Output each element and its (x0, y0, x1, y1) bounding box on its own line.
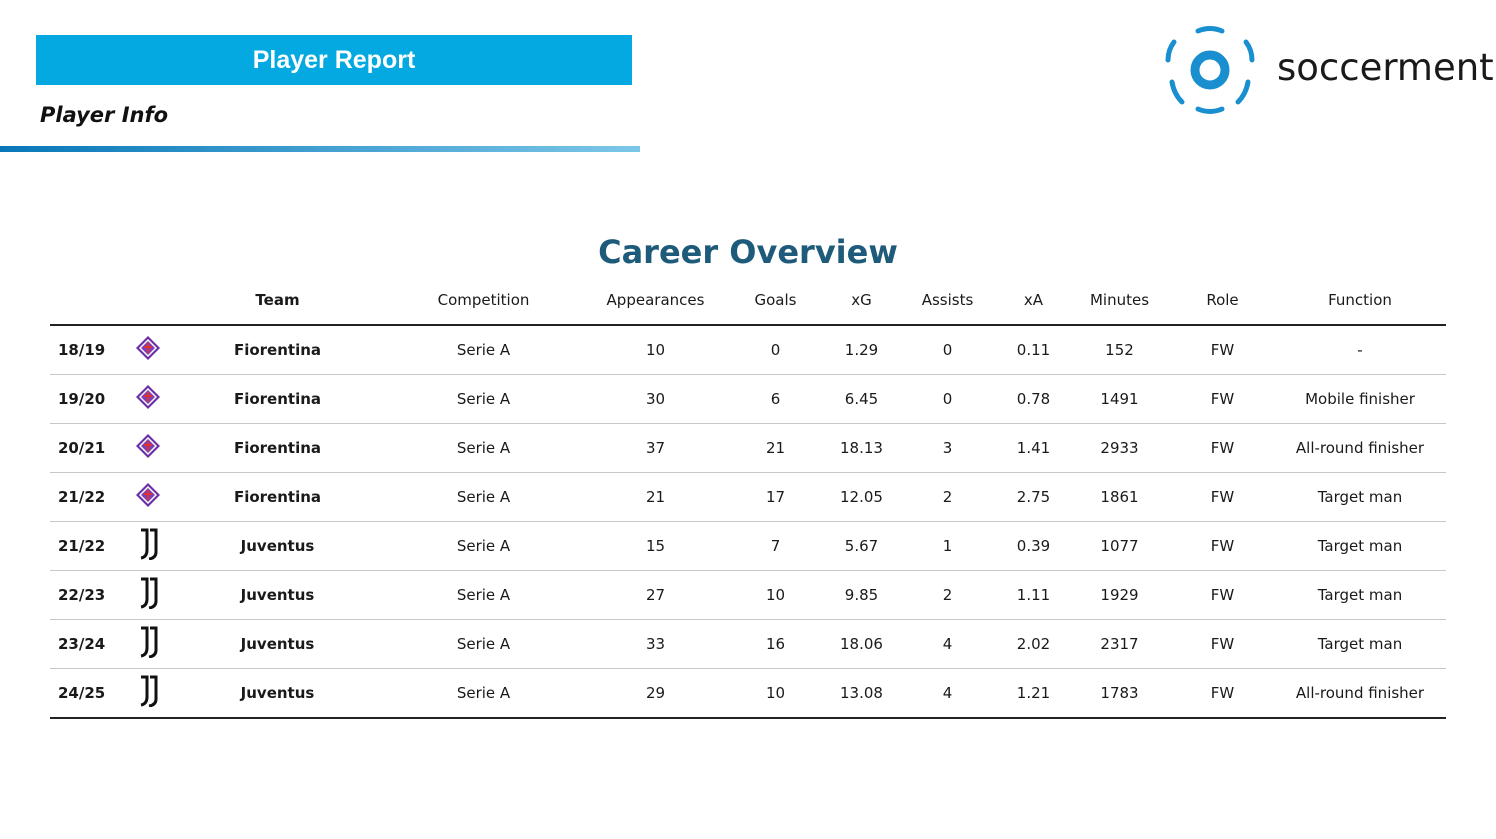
header-competition: Competition (380, 276, 587, 325)
team-crest-cell (120, 571, 175, 620)
juventus-crest-icon (137, 626, 159, 662)
cell-assists: 4 (896, 620, 999, 669)
cell-appearances: 33 (587, 620, 724, 669)
cell-xg: 12.05 (827, 473, 896, 522)
cell-competition: Serie A (380, 522, 587, 571)
cell-team: Juventus (175, 620, 380, 669)
cell-xg: 13.08 (827, 669, 896, 719)
cell-goals: 10 (724, 571, 827, 620)
cell-role: FW (1171, 424, 1274, 473)
fiorentina-crest-icon (135, 335, 161, 365)
table-row (50, 620, 1446, 669)
cell-function: Target man (1274, 522, 1446, 571)
cell-season: 18/19 (50, 325, 120, 375)
table-row (50, 325, 1446, 375)
cell-minutes: 2933 (1068, 424, 1171, 473)
cell-team: Fiorentina (175, 375, 380, 424)
cell-role: FW (1171, 522, 1274, 571)
cell-minutes: 1491 (1068, 375, 1171, 424)
header-xg: xG (827, 276, 896, 325)
table-row (50, 571, 1446, 620)
cell-xa: 0.11 (999, 325, 1068, 375)
cell-xg: 18.13 (827, 424, 896, 473)
cell-team: Juventus (175, 522, 380, 571)
header-season (50, 276, 120, 325)
cell-xa: 1.21 (999, 669, 1068, 719)
cell-role: FW (1171, 669, 1274, 719)
cell-function: Mobile finisher (1274, 375, 1446, 424)
cell-function: All-round finisher (1274, 669, 1446, 719)
header-appearances: Appearances (587, 276, 724, 325)
cell-minutes: 1861 (1068, 473, 1171, 522)
team-crest-cell (120, 424, 175, 473)
cell-xa: 0.39 (999, 522, 1068, 571)
cell-team: Juventus (175, 669, 380, 719)
cell-function: All-round finisher (1274, 424, 1446, 473)
cell-role: FW (1171, 620, 1274, 669)
team-crest-cell (120, 473, 175, 522)
header-minutes: Minutes (1068, 276, 1171, 325)
cell-role: FW (1171, 473, 1274, 522)
cell-minutes: 1929 (1068, 571, 1171, 620)
cell-xg: 1.29 (827, 325, 896, 375)
cell-season: 19/20 (50, 375, 120, 424)
juventus-crest-icon (137, 675, 159, 711)
cell-goals: 17 (724, 473, 827, 522)
cell-competition: Serie A (380, 669, 587, 719)
fiorentina-crest-icon (135, 482, 161, 512)
cell-competition: Serie A (380, 620, 587, 669)
cell-goals: 0 (724, 325, 827, 375)
header-crest (120, 276, 175, 325)
cell-goals: 21 (724, 424, 827, 473)
table-header-row (50, 276, 1446, 325)
cell-season: 24/25 (50, 669, 120, 719)
header-goals: Goals (724, 276, 827, 325)
soccerment-logo (1162, 22, 1492, 122)
cell-appearances: 30 (587, 375, 724, 424)
cell-goals: 7 (724, 522, 827, 571)
report-title-banner (36, 35, 632, 85)
soccer-ball-logo-icon (1162, 22, 1262, 122)
cell-function: - (1274, 325, 1446, 375)
fiorentina-crest-icon (135, 384, 161, 414)
cell-role: FW (1171, 571, 1274, 620)
team-crest-cell (120, 375, 175, 424)
cell-season: 21/22 (50, 473, 120, 522)
cell-appearances: 10 (587, 325, 724, 375)
banner-title: Player Report (252, 45, 416, 74)
brand-name: soccerment (1277, 46, 1494, 89)
fiorentina-crest-icon (135, 433, 161, 463)
cell-team: Fiorentina (175, 424, 380, 473)
cell-function: Target man (1274, 473, 1446, 522)
cell-competition: Serie A (380, 424, 587, 473)
team-crest-cell (120, 522, 175, 571)
team-crest-cell (120, 669, 175, 719)
cell-xg: 5.67 (827, 522, 896, 571)
cell-competition: Serie A (380, 325, 587, 375)
cell-appearances: 37 (587, 424, 724, 473)
header-xa: xA (999, 276, 1068, 325)
cell-season: 20/21 (50, 424, 120, 473)
cell-team: Fiorentina (175, 473, 380, 522)
team-crest-cell (120, 620, 175, 669)
cell-function: Target man (1274, 571, 1446, 620)
cell-appearances: 27 (587, 571, 724, 620)
cell-role: FW (1171, 325, 1274, 375)
cell-goals: 10 (724, 669, 827, 719)
juventus-crest-icon (137, 528, 159, 564)
player-info-heading: Player Info (40, 103, 169, 127)
cell-function: Target man (1274, 620, 1446, 669)
table-row (50, 669, 1446, 719)
cell-goals: 16 (724, 620, 827, 669)
career-table (50, 276, 1446, 719)
header-function: Function (1274, 276, 1446, 325)
cell-team: Fiorentina (175, 325, 380, 375)
cell-xa: 1.41 (999, 424, 1068, 473)
cell-team: Juventus (175, 571, 380, 620)
table-row (50, 522, 1446, 571)
cell-goals: 6 (724, 375, 827, 424)
cell-assists: 4 (896, 669, 999, 719)
cell-season: 21/22 (50, 522, 120, 571)
cell-assists: 3 (896, 424, 999, 473)
cell-competition: Serie A (380, 375, 587, 424)
header-role: Role (1171, 276, 1274, 325)
cell-assists: 1 (896, 522, 999, 571)
cell-appearances: 29 (587, 669, 724, 719)
cell-xa: 0.78 (999, 375, 1068, 424)
team-crest-cell (120, 325, 175, 375)
cell-xg: 6.45 (827, 375, 896, 424)
table-row (50, 375, 1446, 424)
header-team: Team (175, 276, 380, 325)
cell-appearances: 15 (587, 522, 724, 571)
cell-xa: 2.75 (999, 473, 1068, 522)
cell-xg: 18.06 (827, 620, 896, 669)
cell-xa: 2.02 (999, 620, 1068, 669)
cell-minutes: 1783 (1068, 669, 1171, 719)
cell-minutes: 2317 (1068, 620, 1171, 669)
cell-appearances: 21 (587, 473, 724, 522)
table-row (50, 424, 1446, 473)
cell-xa: 1.11 (999, 571, 1068, 620)
table-row (50, 473, 1446, 522)
cell-season: 22/23 (50, 571, 120, 620)
career-overview-title: Career Overview (598, 233, 898, 271)
cell-role: FW (1171, 375, 1274, 424)
cell-assists: 0 (896, 325, 999, 375)
cell-xg: 9.85 (827, 571, 896, 620)
header-divider (0, 146, 640, 152)
cell-minutes: 1077 (1068, 522, 1171, 571)
cell-competition: Serie A (380, 473, 587, 522)
cell-assists: 2 (896, 473, 999, 522)
juventus-crest-icon (137, 577, 159, 613)
cell-minutes: 152 (1068, 325, 1171, 375)
cell-assists: 2 (896, 571, 999, 620)
cell-competition: Serie A (380, 571, 587, 620)
cell-assists: 0 (896, 375, 999, 424)
cell-season: 23/24 (50, 620, 120, 669)
header-assists: Assists (896, 276, 999, 325)
